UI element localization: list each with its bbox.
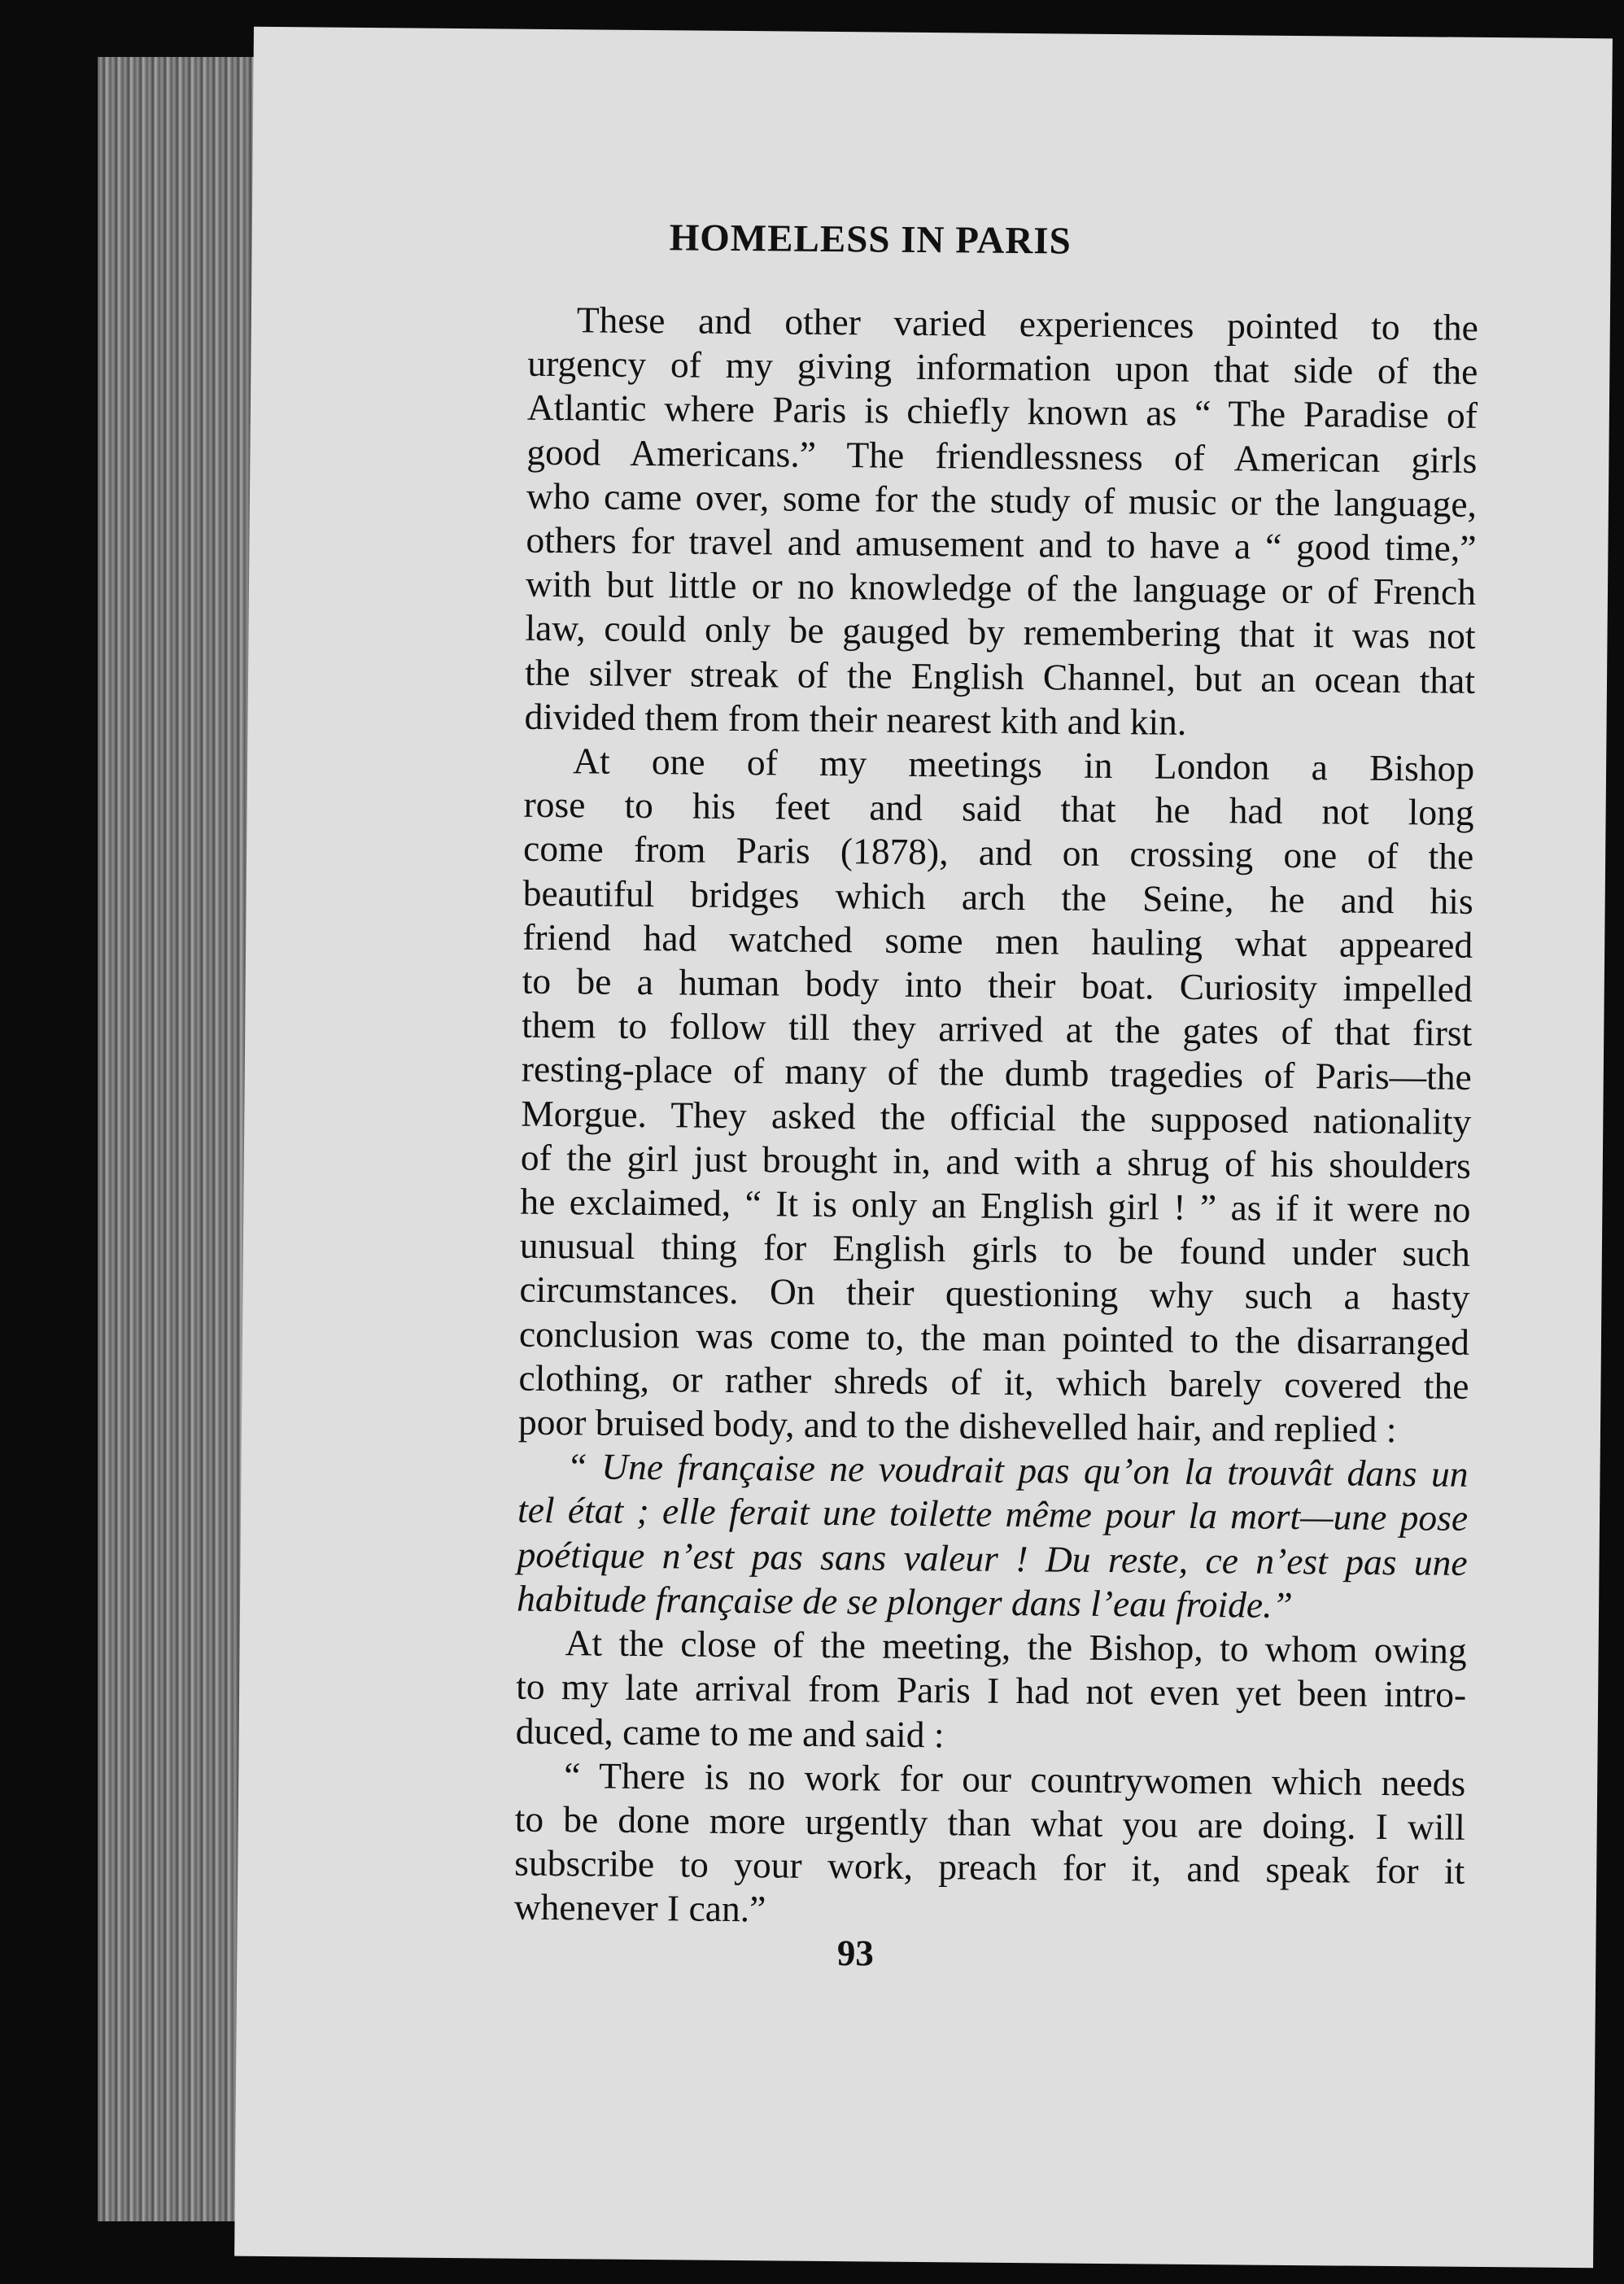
text-line: friend had watched some men hauling what appeared	[522, 915, 1473, 966]
text-line: At the close of the meeting, the Bishop, to whom owing	[565, 1622, 1467, 1671]
text-line: subscribe to your work, preach for it, and speak for it	[514, 1841, 1465, 1892]
text-line: them to follow till they arrived at the gates of that first	[522, 1003, 1473, 1055]
text-line: come from Paris (1878), and on crossing one of the	[522, 828, 1474, 878]
running-head: HOMELESS IN PARIS	[669, 216, 1072, 263]
text-line: resting-place of many of the dumb tragedies of Paris—the	[521, 1048, 1473, 1098]
text-line: conclusion was come to, the man pointed to the disarranged	[518, 1312, 1470, 1363]
text-line: duced, came to me and said :	[515, 1710, 945, 1755]
text-line: law, could only be gauged by remembering that it was not	[525, 607, 1476, 657]
text-line: “ Une française ne voudrait pas qu’on la trouvât dans un	[566, 1445, 1469, 1496]
text-line: circumstances. On their questioning why such a hasty	[519, 1269, 1470, 1319]
text-line: poor bruised body, and to the dishevelled hair, and replied :	[517, 1400, 1397, 1451]
text-line: good Americans.” The friendlessness of American girls	[526, 430, 1478, 481]
text-line: to be a human body into their boat. Curiosity impelled	[522, 959, 1473, 1010]
text-line: the silver streak of the English Channel, but an ocean that	[524, 651, 1476, 701]
text-line: he exclaimed, “ It is only an English girl ! ” as if it were no	[520, 1180, 1471, 1230]
text-line: “ There is no work for our countrywomen which needs	[564, 1753, 1466, 1804]
page-number: 93	[836, 1932, 875, 1974]
text-line: with but little or no knowledge of the language or of French	[525, 562, 1477, 614]
text-line: tel état ; elle ferait une toilette même pour la mort—une pose	[517, 1489, 1469, 1539]
text-line: clothing, or rather shreds of it, which barely covered the	[518, 1356, 1469, 1407]
text-line: At one of my meetings in London a Bishop	[572, 740, 1475, 789]
text-line: poétique n’est pas sans valeur ! Du reste, ce n’est pas une	[517, 1533, 1468, 1583]
book-page	[234, 27, 1613, 2268]
text-line: Atlantic where Paris is chiefly known as “ The Paradise of	[526, 386, 1478, 437]
text-line: habitude française de se plonger dans l’eau froide.”	[516, 1577, 1294, 1626]
text-line: others for travel and amusement and to have a “ good time,”	[526, 518, 1477, 569]
text-line: rose to his feet and said that he had not long	[523, 783, 1474, 834]
text-line: of the girl just brought in, and with a shrug of his shoulders	[520, 1136, 1472, 1186]
text-line: unusual thing for English girls to be found under such	[519, 1224, 1471, 1275]
text-line: who came over, some for the study of music or the language,	[526, 474, 1478, 525]
text-line: to be done more urgently than what you are doing. I will	[514, 1797, 1465, 1848]
text-line: Morgue. They asked the official the supposed nationality	[521, 1092, 1472, 1142]
text-line: to my late arrival from Paris I had not even yet been intro-	[515, 1665, 1467, 1716]
body-text	[514, 298, 1478, 1938]
text-line: beautiful bridges which arch the Seine, he and his	[522, 871, 1473, 922]
text-line: divided them from their nearest kith and kin.	[524, 695, 1187, 743]
text-line: urgency of my giving information upon that side of the	[527, 342, 1478, 393]
text-line: These and other varied experiences pointed to the	[576, 299, 1479, 348]
text-line: whenever I can.”	[513, 1885, 766, 1930]
